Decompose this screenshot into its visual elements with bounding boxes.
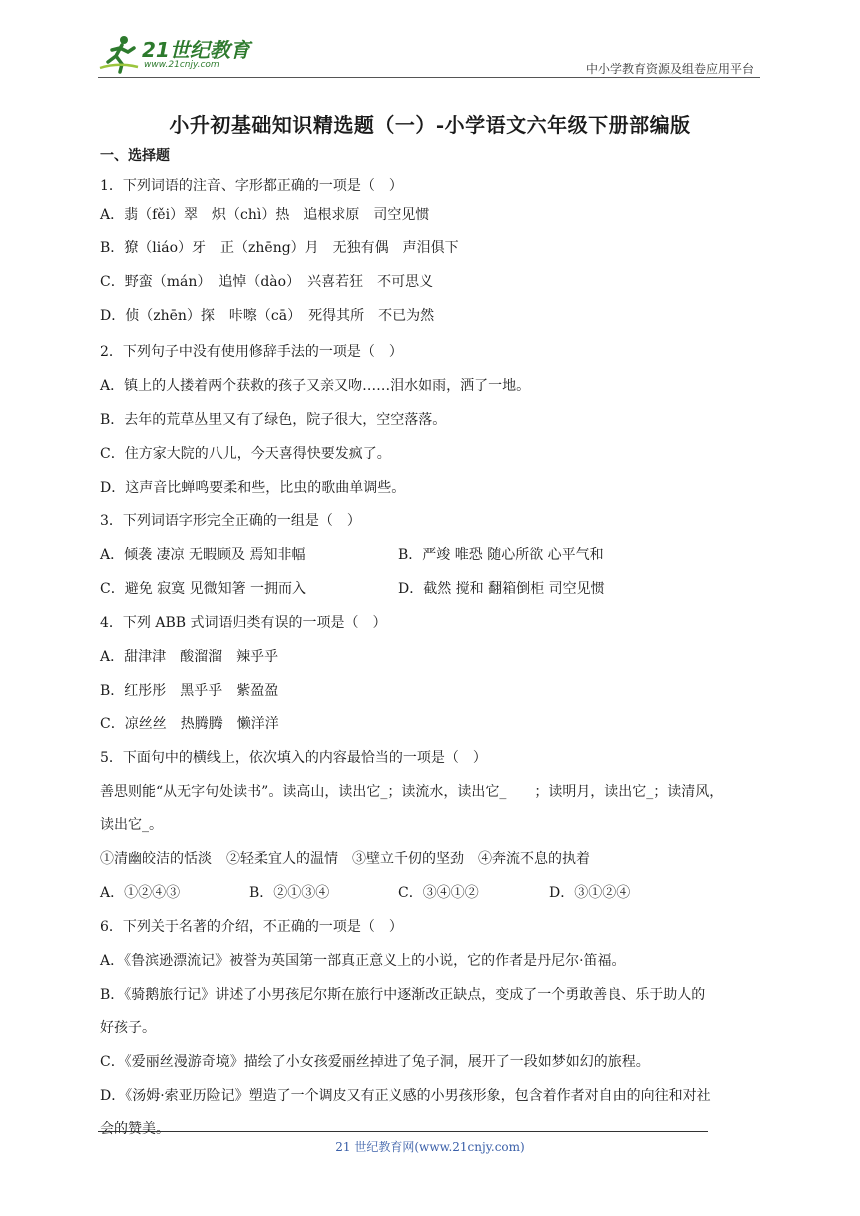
- q1-option-a: A．翡（fěi）翠 炽（chì）热 追根求原 司空见惯: [100, 207, 430, 223]
- q3-option-d: D．截然 搅和 翻箱倒柜 司空见惯: [398, 581, 605, 597]
- header: [98, 30, 758, 78]
- q6-option-b-line1: B．《骑鹅旅行记》讲述了小男孩尼尔斯在旅行中逐渐改正缺点，变成了一个勇敢善良、乐于助人的: [100, 987, 706, 1003]
- q5-option-b: B．②①③④: [249, 885, 330, 901]
- q6-option-d-line2: 会的赞美。: [100, 1121, 170, 1137]
- q4-option-c: C．凉丝丝 热腾腾 懒洋洋: [100, 716, 279, 732]
- q6-option-a: A．《鲁滨逊漂流记》被誉为英国第一部真正意义上的小说，它的作者是丹尼尔·笛福。: [100, 953, 626, 969]
- runner-logo-icon: [98, 34, 140, 74]
- q1-option-d: D．侦（zhēn）探 咔嚓（cā） 死得其所 不已为然: [100, 308, 435, 324]
- q2-option-b: B．去年的荒草丛里又有了绿色，院子很大，空空落落。: [100, 412, 447, 428]
- q5-stem: 5．下面句中的横线上，依次填入的内容最恰当的一项是（ ）: [100, 750, 487, 766]
- logo-url: www.21cnjy.com: [144, 60, 220, 70]
- q4-option-b: B．红彤彤 黑乎乎 紫盈盈: [100, 683, 279, 699]
- q6-option-b-line2: 好孩子。: [100, 1020, 156, 1036]
- q3-stem: 3．下列词语字形完全正确的一组是（ ）: [100, 513, 361, 529]
- q3-option-a: A．倾袭 凄凉 无暇顾及 焉知非幅: [100, 547, 306, 563]
- q5-option-c: C．③④①②: [398, 885, 479, 901]
- q1-option-b: B．獠（liáo）牙 正（zhēng）月 无独有偶 声泪俱下: [100, 240, 459, 256]
- q6-stem: 6．下列关于名著的介绍，不正确的一项是（ ）: [100, 919, 403, 935]
- q2-stem: 2．下列句子中没有使用修辞手法的一项是（ ）: [100, 344, 403, 360]
- q4-stem: 4．下列 ABB 式词语归类有误的一项是（ ）: [100, 615, 387, 631]
- page-title: 小升初基础知识精选题（一）-小学语文六年级下册部编版: [169, 113, 691, 137]
- q6-option-c: C．《爱丽丝漫游奇境》描绘了小女孩爱丽丝掉进了兔子洞，展开了一段如梦如幻的旅程。: [100, 1054, 650, 1070]
- q3-option-c: C．避免 寂寞 见微知箸 一拥而入: [100, 581, 307, 597]
- q5-text-line2: 读出它_。: [100, 817, 163, 833]
- q2-option-a: A．镇上的人搂着两个获救的孩子又亲又吻……泪水如雨，洒了一地。: [100, 378, 531, 394]
- footer-divider: [98, 1131, 708, 1132]
- logo: [98, 34, 258, 74]
- section-heading: 一、选择题: [100, 148, 170, 164]
- q1-option-c: C．野蛮（mán） 追悼（dào） 兴喜若狂 不可思义: [100, 274, 434, 290]
- q5-text-line1: 善思则能“从无字句处读书”。读高山，读出它_；读流水，读出它_ ；读明月，读出它_；读清风，: [100, 784, 724, 800]
- q5-option-a: A．①②④③: [100, 885, 181, 901]
- footer-link[interactable]: 21 世纪教育网(www.21cnjy.com): [335, 1140, 525, 1154]
- q6-option-d-line1: D．《汤姆·索亚历险记》塑造了一个调皮又有正义感的小男孩形象，包含着作者对自由的向往和对社: [100, 1088, 711, 1104]
- logo-text: 21世纪教育: [142, 38, 250, 62]
- header-platform-text: 中小学教育资源及组卷应用平台: [585, 62, 754, 76]
- q3-option-b: B．严竣 唯恐 随心所欲 心平气和: [398, 547, 604, 563]
- q5-option-d: D．③①②④: [549, 885, 631, 901]
- header-divider: [98, 77, 760, 78]
- q4-option-a: A．甜津津 酸溜溜 辣乎乎: [100, 649, 279, 665]
- q5-items: ①清幽皎洁的恬淡 ②轻柔宜人的温情 ③壁立千仞的坚劲 ④奔流不息的执着: [100, 851, 590, 867]
- q2-option-c: C．住方家大院的八儿，今天喜得快要发疯了。: [100, 446, 391, 462]
- q2-option-d: D．这声音比蝉鸣要柔和些，比虫的歌曲单调些。: [100, 480, 406, 496]
- q1-stem: 1．下列词语的注音、字形都正确的一项是（ ）: [100, 178, 403, 194]
